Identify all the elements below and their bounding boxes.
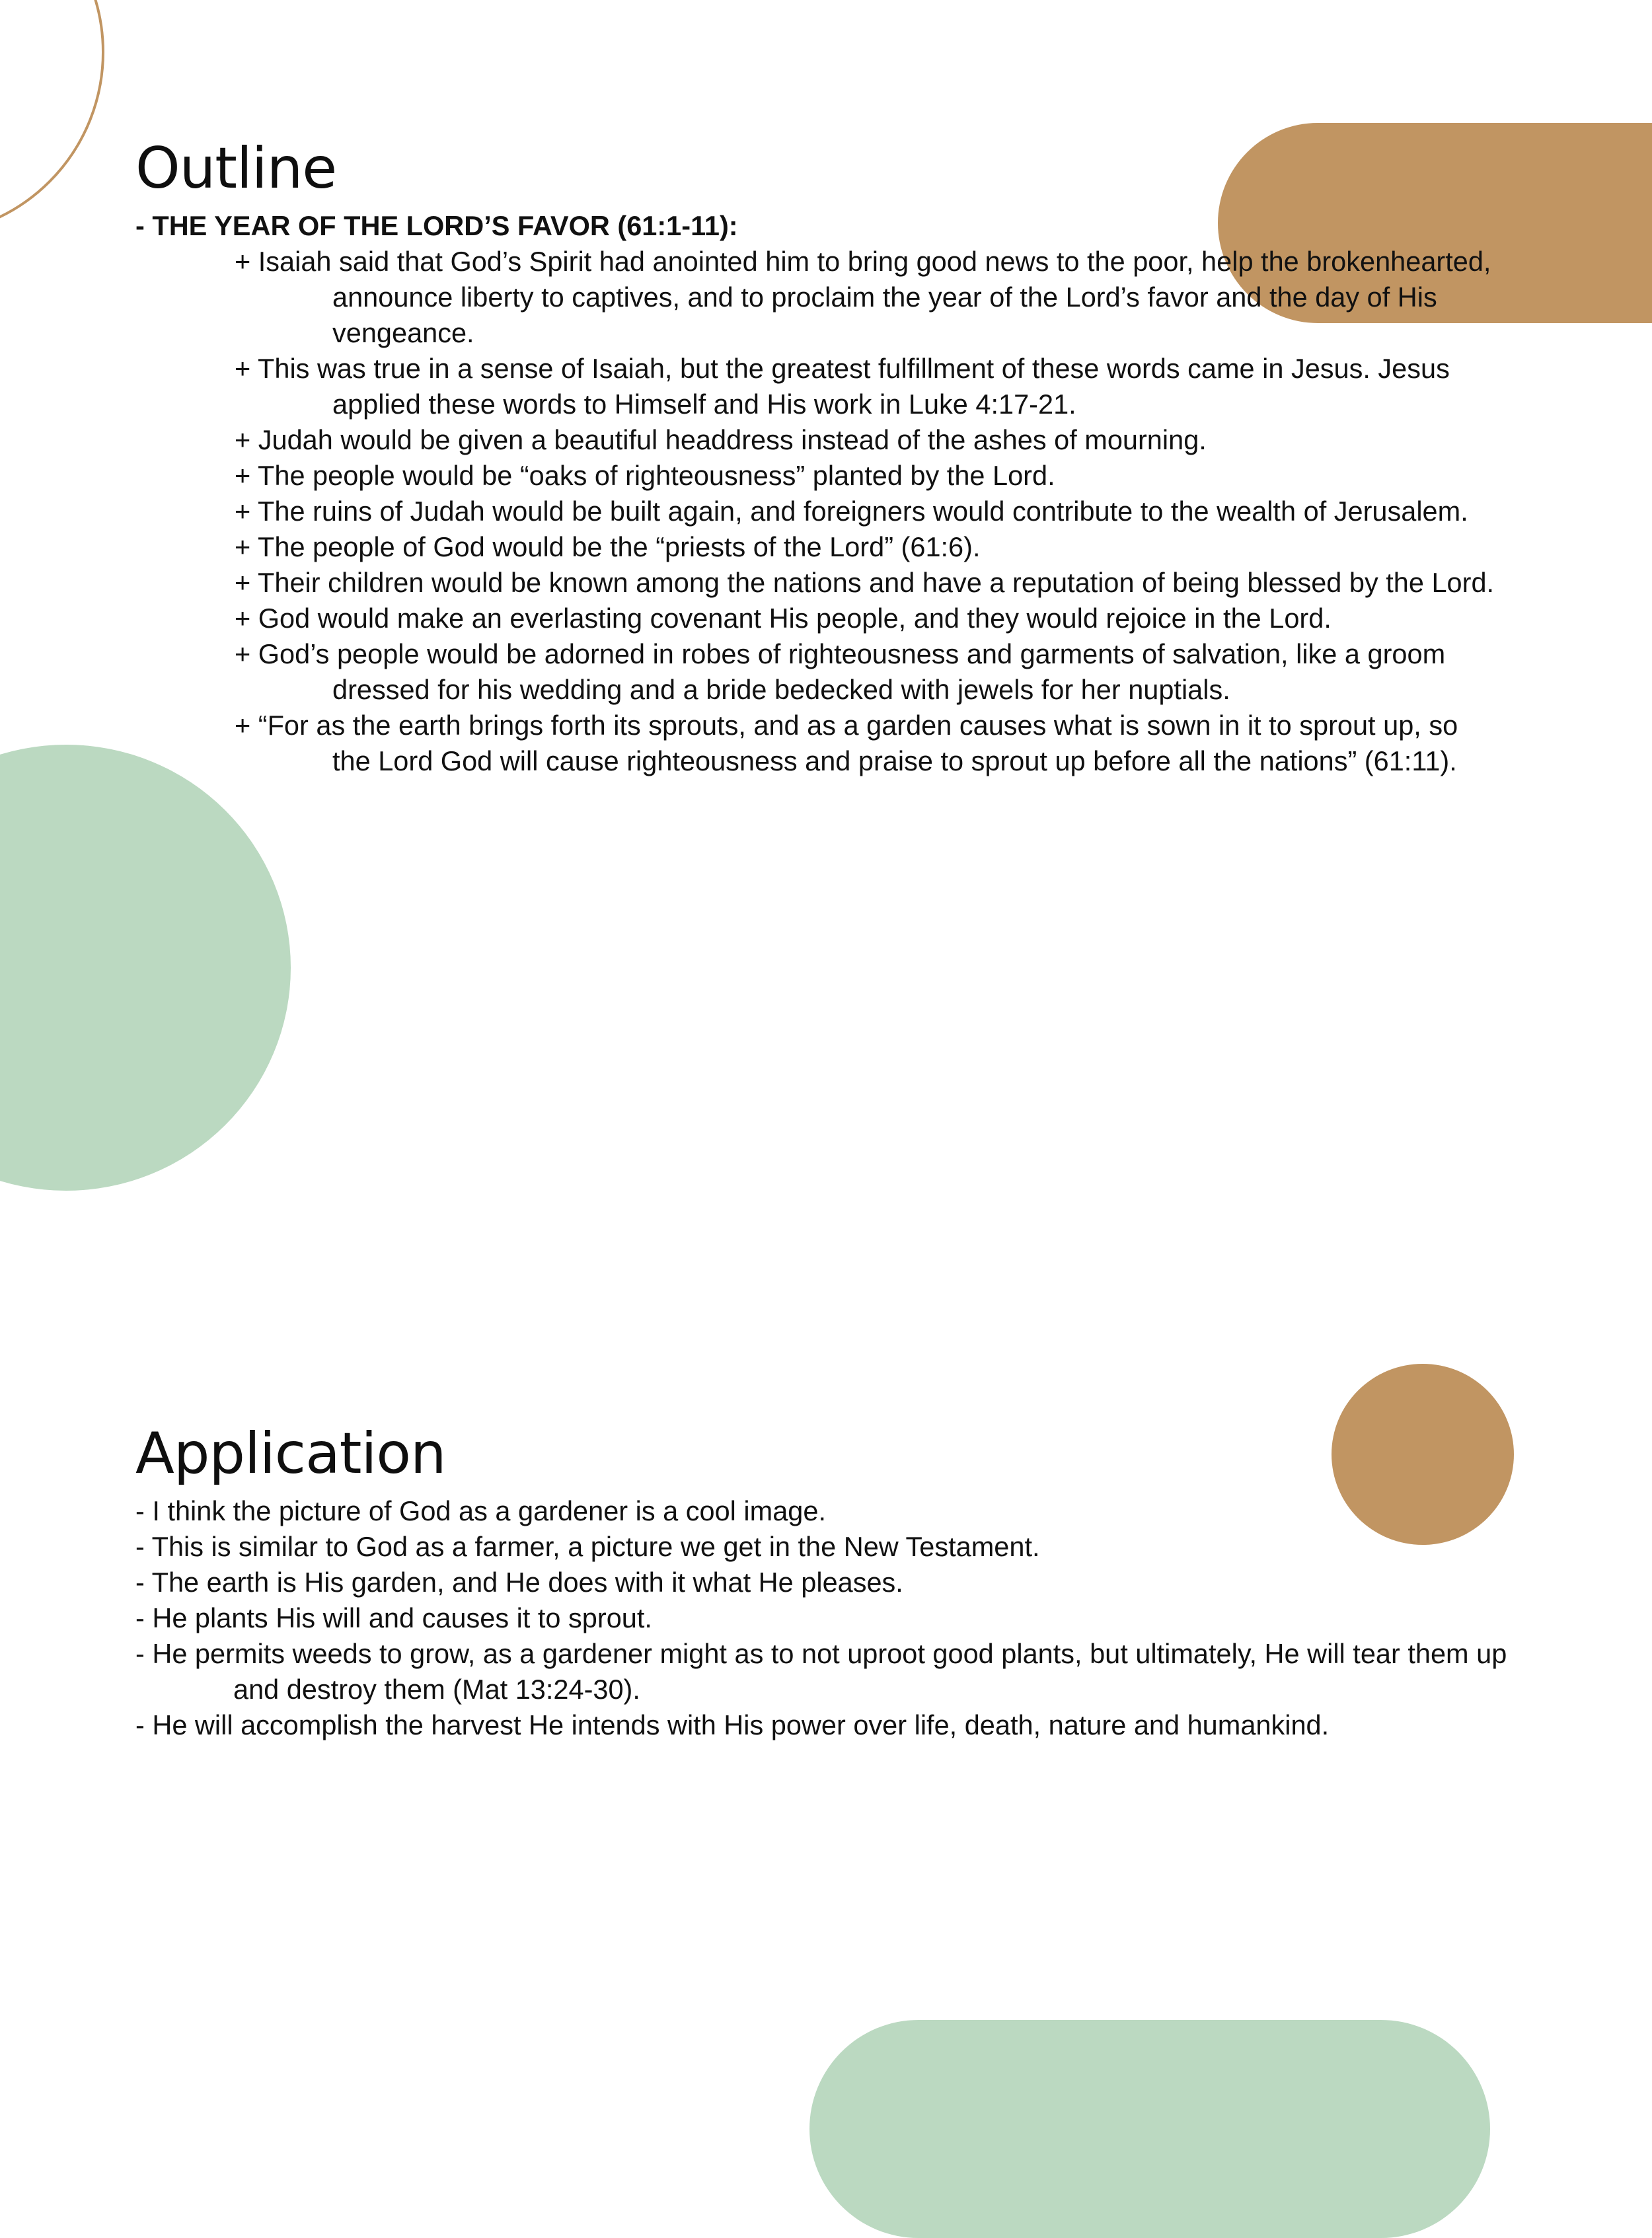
outline-item: + “For as the earth brings forth its sprouts, and as a garden causes what is sown in it to sprout up, so the Lord God will cause righteousness and praise to sprout up before all the nations” (61:11). (235, 710, 1458, 776)
outline-item: + The people of God would be the “priests of the Lord” (61:6). (235, 531, 981, 562)
outline-item: + Judah would be given a beautiful headdress instead of the ashes of mourning. (235, 424, 1207, 455)
outline-item: + Their children would be known among the nations and have a reputation of being blessed by the Lord. (235, 567, 1495, 598)
application-item: - He plants His will and causes it to sprout. (135, 1602, 652, 1633)
application-item: - I think the picture of God as a gardener is a cool image. (135, 1495, 826, 1526)
application-item: - He permits weeds to grow, as a gardener might as to not uproot good plants, but ultimately, He will tear them up and destroy them (Mat 13:24-30). (135, 1638, 1507, 1705)
outline-item: + This was true in a sense of Isaiah, but the greatest fulfillment of these words came in Jesus. Jesus applied these words to Himself and His work in Luke 4:17-21. (235, 353, 1450, 420)
application-item: - This is similar to God as a farmer, a picture we get in the New Testament. (135, 1531, 1040, 1562)
application-item: - He will accomplish the harvest He intends with His power over life, death, nature and humankind. (135, 1709, 1330, 1740)
application-item: - The earth is His garden, and He does with it what He pleases. (135, 1567, 903, 1598)
outline-list (135, 208, 1536, 779)
outline-item: + The people would be “oaks of righteousness” planted by the Lord. (235, 460, 1055, 491)
outline-item: + The ruins of Judah would be built again, and foreigners would contribute to the wealth of Jerusalem. (235, 496, 1468, 527)
decorative-green-pill (809, 2020, 1490, 2238)
application-section (135, 1414, 1536, 1743)
outline-item: + Isaiah said that God’s Spirit had anointed him to bring good news to the poor, help the brokenhearted, announce liberty to captives, and to proclaim the year of the Lord’s favor and the day of His vengeance. (235, 246, 1491, 348)
decorative-ring-outline (0, 0, 104, 237)
outline-item: + God would make an everlasting covenant His people, and they would rejoice in the Lord. (235, 603, 1332, 634)
outline-item: + God’s people would be adorned in robes of righteousness and garments of salvation, like a groom dressed for his wedding and a bride bedecked with jewels for her nuptials. (235, 638, 1446, 705)
outline-subitems (135, 244, 1536, 779)
outline-title: Outline (135, 135, 337, 202)
decorative-green-circle (0, 745, 291, 1191)
application-list (135, 1493, 1536, 1743)
application-title: Application (135, 1421, 446, 1487)
outline-section (135, 129, 1536, 779)
outline-heading: - THE YEAR OF THE LORD’S FAVOR (61:1-11): (135, 210, 738, 241)
